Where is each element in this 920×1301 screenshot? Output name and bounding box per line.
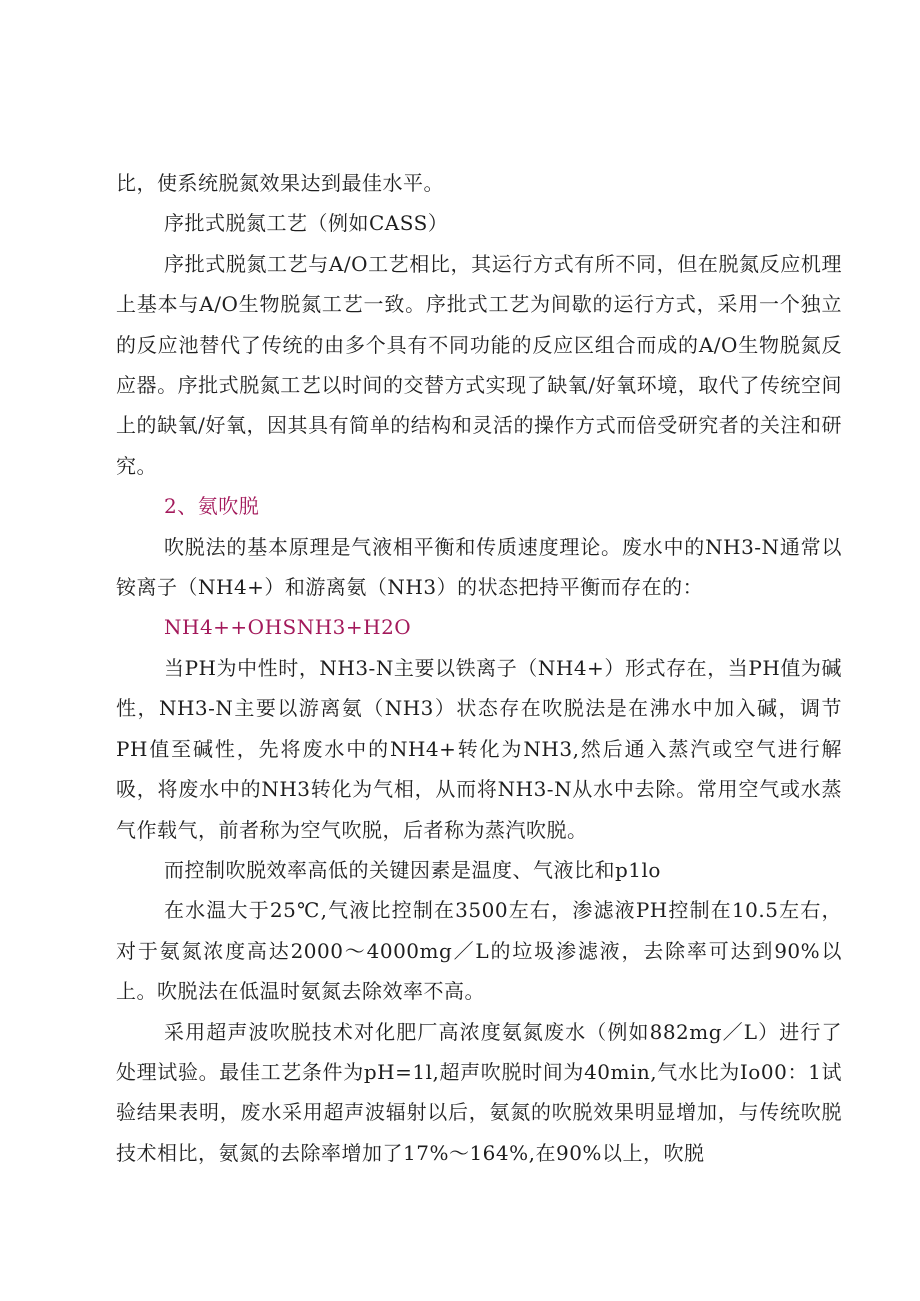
section-heading-ammonia-stripping: 2、氨吹脱 xyxy=(164,494,260,519)
equation-ammonia-equilibrium: NH4++OHSNH3+H2O xyxy=(164,615,412,640)
paragraph-ph-conditions: 当PH为中性时，NH3-N主要以铁离子（NH4+）形式存在，当PH值为碱性，NH3-N主要以游离氨（NH3）状态存在吹脱法是在沸水中加入碱，调节PH值至碱性，先将废水中的NH4+转化为NH3,然后通入蒸汽或空气进行解吸，将废水中的NH3转化为气相，从而将NH3-N从水中去除。常用空气或水蒸气作载气，前者称为空气吹脱，后者称为蒸汽吹脱。 xyxy=(116,655,842,842)
paragraph-key-factors: 而控制吹脱效率高低的关键因素是温度、气液比和p1lo xyxy=(164,857,661,882)
paragraph-ultrasonic-stripping: 采用超声波吹脱技术对化肥厂高浓度氨氮废水（例如882mg／L）进行了处理试验。最佳工艺条件为pH=1l,超声吹脱时间为40min,气水比为Io00：1试验结果表明，废水采用超声波辐射以后，氨氮的吹脱效果明显增加，与传统吹脱技术相比，氨氮的去除率增加了17%～164%,在90%以上，吹脱 xyxy=(116,1019,842,1165)
subheading-sbr-process: 序批式脱氮工艺（例如CASS） xyxy=(164,211,449,236)
document-body xyxy=(116,163,842,1173)
paragraph-temperature-conditions: 在水温大于25℃,气液比控制在3500左右，渗滤液PH控制在10.5左右，对于氨氮浓度高达2000～4000mg／L的垃圾渗滤液，去除率可达到90%以上。吹脱法在低温时氨氮去除效率不高。 xyxy=(116,898,842,1004)
paragraph-sbr-description: 序批式脱氮工艺与A/O工艺相比，其运行方式有所不同，但在脱氮反应机理上基本与A/O生物脱氮工艺一致。序批式工艺为间歇的运行方式，采用一个独立的反应池替代了传统的由多个具有不同功能的反应区组合而成的A/O生物脱氮反应器。序批式脱氮工艺以时间的交替方式实现了缺氧/好氧环境，取代了传统空间上的缺氧/好氧，因其具有简单的结构和灵活的操作方式而倍受研究者的关注和研究。 xyxy=(116,251,842,478)
paragraph-stripping-principle: 吹脱法的基本原理是气液相平衡和传质速度理论。废水中的NH3-N通常以铵离子（NH4+）和游离氨（NH3）的状态把持平衡而存在的： xyxy=(116,534,842,600)
paragraph-continuation: 比，使系统脱氮效果达到最佳水平。 xyxy=(116,171,444,195)
